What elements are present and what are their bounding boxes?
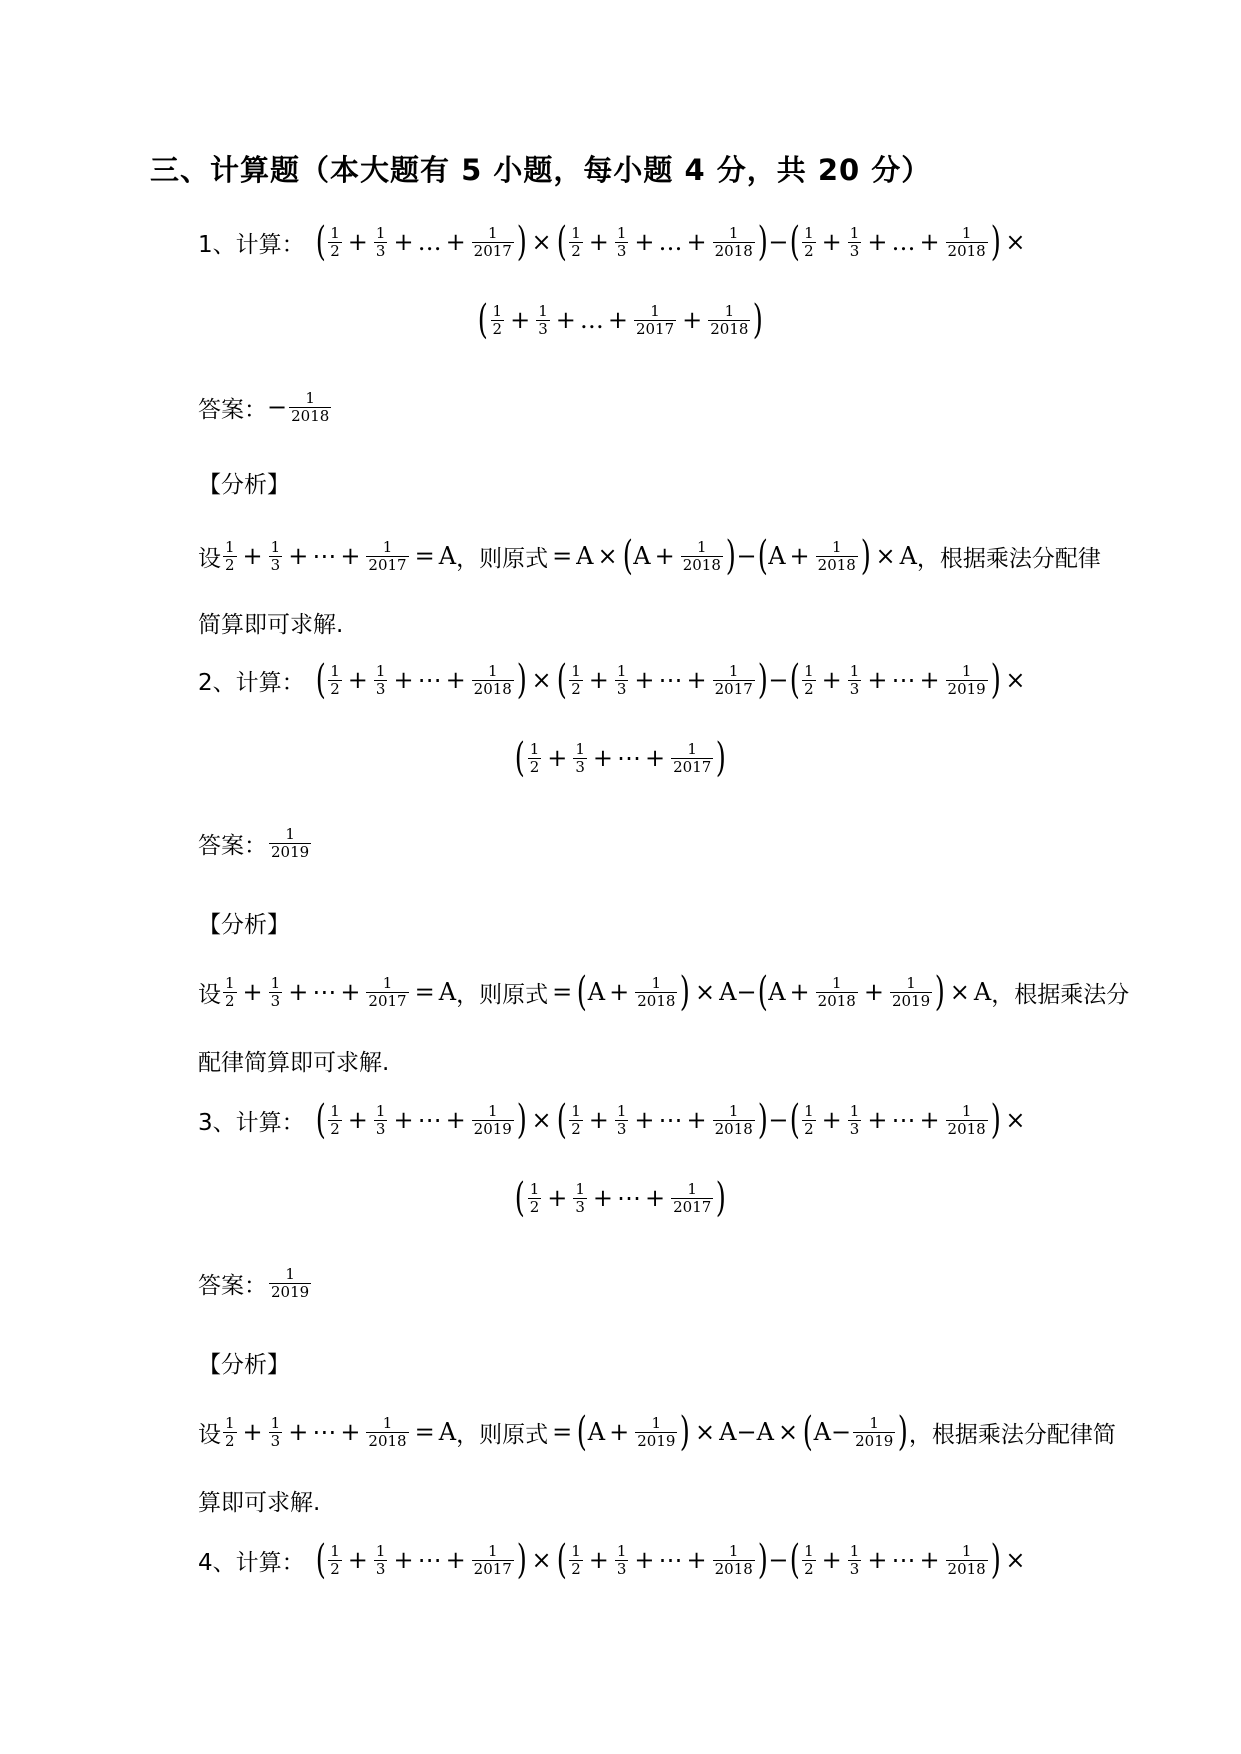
problem-3-analysis-heading: 【分析】 (198, 1352, 290, 1378)
problem-2-analysis-heading: 【分析】 (198, 912, 290, 938)
expression: ( $\frac{1}{2}$ + $\frac{1}{3}$ + … + $\frac{1}{2017}$ ) × ( $\frac{1}{2}$ + $\frac{1}{3}$ + … + $\frac{1}{2018}$ ) − ( $\frac{1}{2}$ + $\frac{1}{3}$ + … + $\frac{1}{2018}$ ) × (315, 219, 1026, 265)
problem-4-line-1 (198, 1537, 1029, 1583)
problem-1-line-2 (0, 297, 1241, 343)
problem-2-analysis-line-2: 配律简算即可求解. (198, 1050, 390, 1076)
problem-3-line-1 (198, 1097, 1029, 1143)
problem-3-answer: 答案： $\frac{1}{2019}$ (198, 1265, 310, 1301)
problem-2-line-1 (198, 657, 1029, 703)
expression: ( $\frac{1}{2}$ + $\frac{1}{3}$ + ⋯ + $\frac{1}{2019}$ ) × ( $\frac{1}{2}$ + $\frac{1}{3}$ + ⋯ + $\frac{1}{2018}$ ) − ( $\frac{1}{2}$ + $\frac{1}{3}$ + ⋯ + $\frac{1}{2018}$ ) × (315, 1097, 1026, 1143)
problem-3-line-2 (0, 1175, 1241, 1221)
expression: ( $\frac{1}{2}$ + $\frac{1}{3}$ + ⋯ + $\frac{1}{2018}$ ) × ( $\frac{1}{2}$ + $\frac{1}{3}$ + ⋯ + $\frac{1}{2017}$ ) − ( $\frac{1}{2}$ + $\frac{1}{3}$ + ⋯ + $\frac{1}{2019}$ ) × (315, 657, 1026, 703)
problem-3-analysis-line-1: 设 $\frac{1}{2}$ + $\frac{1}{3}$ + ⋯ + $\frac{1}{2018}$ = A ， 则原式 = ( A + $\frac{1}{2019}$ ) × A − A × ( A − $\frac{1}{2019}$ ) ，根据乘法分配律简 (198, 1409, 1116, 1455)
problem-1-line-1 (198, 219, 1029, 265)
expression: ( $\frac{1}{2}$ + $\frac{1}{3}$ + ⋯ + $\frac{1}{2017}$ ) (514, 735, 727, 781)
problem-1-analysis-line-2: 简算即可求解. (198, 612, 344, 638)
expression: ( $\frac{1}{2}$ + $\frac{1}{3}$ + … + $\frac{1}{2017}$ + $\frac{1}{2018}$ ) (477, 297, 764, 343)
expression: ( $\frac{1}{2}$ + $\frac{1}{3}$ + ⋯ + $\frac{1}{2017}$ ) × ( $\frac{1}{2}$ + $\frac{1}{3}$ + ⋯ + $\frac{1}{2018}$ ) − ( $\frac{1}{2}$ + $\frac{1}{3}$ + ⋯ + $\frac{1}{2018}$ ) × (315, 1537, 1026, 1583)
problem-2-answer: 答案： $\frac{1}{2019}$ (198, 825, 310, 861)
expression: ( $\frac{1}{2}$ + $\frac{1}{3}$ + ⋯ + $\frac{1}{2017}$ ) (514, 1175, 727, 1221)
problem-2-line-2 (0, 735, 1241, 781)
problem-1-analysis-heading: 【分析】 (198, 472, 290, 498)
problem-1-analysis-line-1: 设 $\frac{1}{2}$ + $\frac{1}{3}$ + ⋯ + $\frac{1}{2017}$ = A ， 则原式 = A × ( A + $\frac{1}{2018}$ ) − ( A + $\frac{1}{2018}$ ) × A ，根据乘法分配律 (198, 533, 1101, 579)
problem-3-analysis-line-2: 算即可求解. (198, 1490, 321, 1516)
problem-2-analysis-line-1: 设 $\frac{1}{2}$ + $\frac{1}{3}$ + ⋯ + $\frac{1}{2017}$ = A ， 则原式 = ( A + $\frac{1}{2018}$ ) × A − ( A + $\frac{1}{2018}$ + $\frac{1}{2019}$ ) × A ，根据乘法分 (198, 969, 1130, 1015)
problem-number: 3、计算： (198, 1109, 305, 1136)
problem-number: 1、计算： (198, 231, 305, 258)
problem-1-answer: 答案： − $\frac{1}{2018}$ (198, 389, 330, 425)
problem-number: 4、计算： (198, 1549, 305, 1576)
section-title: 三、计算题（本大题有 5 小题，每小题 4 分，共 20 分） (150, 153, 932, 187)
problem-number: 2、计算： (198, 669, 305, 696)
